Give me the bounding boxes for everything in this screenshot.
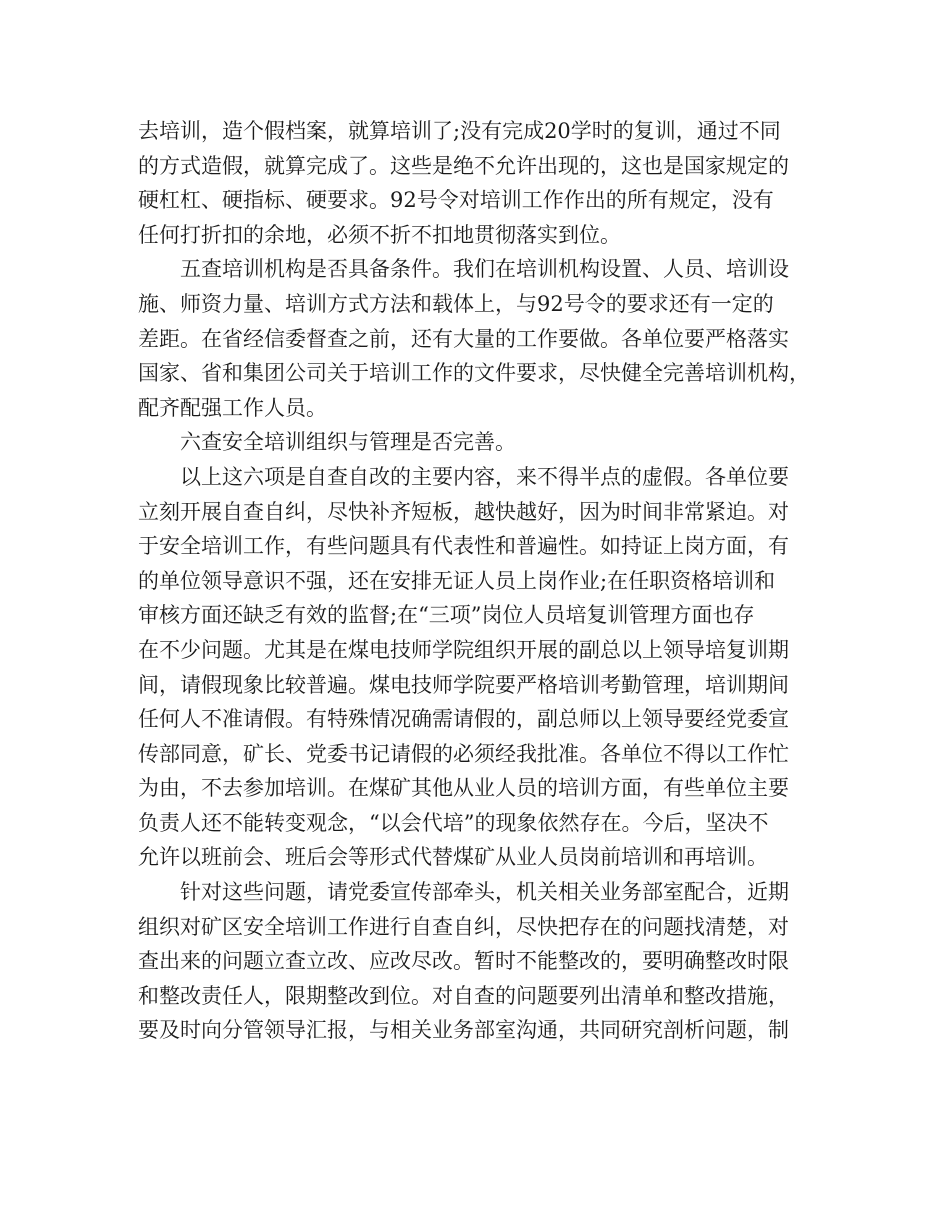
text-line: 的方式造假，就算完成了。这些是绝不允许出现的，这也是国家规定的 xyxy=(138,153,789,178)
text-line: 去培训，造个假档案，就算培训了;没有完成20学时的复训，通过不同 xyxy=(138,119,781,143)
text-line: 间，请假现象比较普遍。煤电技师学院要严格培训考勤管理，培训期间 xyxy=(138,672,789,697)
paragraph-first-line: 以上这六项是自查自改的主要内容，来不得半点的虚假。各单位要 xyxy=(180,464,789,489)
text-line: 于安全培训工作，有些问题具有代表性和普遍性。如持证上岗方面，有 xyxy=(138,534,789,559)
text-line: 任何人不准请假。有特殊情况确需请假的，副总师以上领导要经党委宣 xyxy=(138,707,789,732)
text-line: 查出来的问题立查立改、应改尽改。暂时不能整改的，要明确整改时限 xyxy=(138,949,789,974)
text-line: 差距。在省经信委督查之前，还有大量的工作要做。各单位要严格落实 xyxy=(138,326,789,351)
text-line: 和整改责任人，限期整改到位。对自查的问题要列出清单和整改措施， xyxy=(138,983,789,1008)
text-line: 硬杠杠、硬指标、硬要求。92号令对培训工作作出的所有规定，没有 xyxy=(138,188,774,213)
text-line: 组织对矿区安全培训工作进行自查自纠，尽快把存在的问题找清楚，对 xyxy=(138,914,789,939)
text-line: 负责人还不能转变观念，“以会代培”的现象依然存在。今后，坚决不 xyxy=(138,810,769,835)
paragraph-first-line: 六查安全培训组织与管理是否完善。 xyxy=(180,430,516,455)
text-line: 配齐配强工作人员。 xyxy=(138,395,327,420)
document-body xyxy=(138,114,828,1048)
paragraph-first-line: 五查培训机构是否具备条件。我们在培训机构设置、人员、培训设 xyxy=(180,257,789,282)
text-line: 为由，不去参加培训。在煤矿其他从业人员的培训方面，有些单位主要 xyxy=(138,776,789,801)
text-line: 的单位领导意识不强，还在安排无证人员上岗作业;在任职资格培训和 xyxy=(138,568,776,593)
text-line: 允许以班前会、班后会等形式代替煤矿从业人员岗前培训和再培训。 xyxy=(138,845,768,870)
text-line: 立刻开展自查自纠，尽快补齐短板，越快越好，因为时间非常紧迫。对 xyxy=(138,499,789,524)
text-line: 施、师资力量、培训方式方法和载体上，与92号令的要求还有一定的 xyxy=(138,291,774,316)
text-line: 审核方面还缺乏有效的监督;在“三项”岗位人员培复训管理方面也存 xyxy=(138,603,755,628)
text-line: 要及时向分管领导汇报，与相关业务部室沟通，共同研究剖析问题，制 xyxy=(138,1018,789,1043)
text-line: 国家、省和集团公司关于培训工作的文件要求，尽快健全完善培训机构， xyxy=(138,361,810,386)
text-line: 在不少问题。尤其是在煤电技师学院组织开展的副总以上领导培复训期 xyxy=(138,637,789,662)
text-line: 传部同意，矿长、党委书记请假的必须经我批准。各单位不得以工作忙 xyxy=(138,741,789,766)
paragraph-first-line: 针对这些问题，请党委宣传部牵头，机关相关业务部室配合，近期 xyxy=(180,880,789,905)
text-line: 任何打折扣的余地，必须不折不扣地贯彻落实到位。 xyxy=(138,222,621,247)
